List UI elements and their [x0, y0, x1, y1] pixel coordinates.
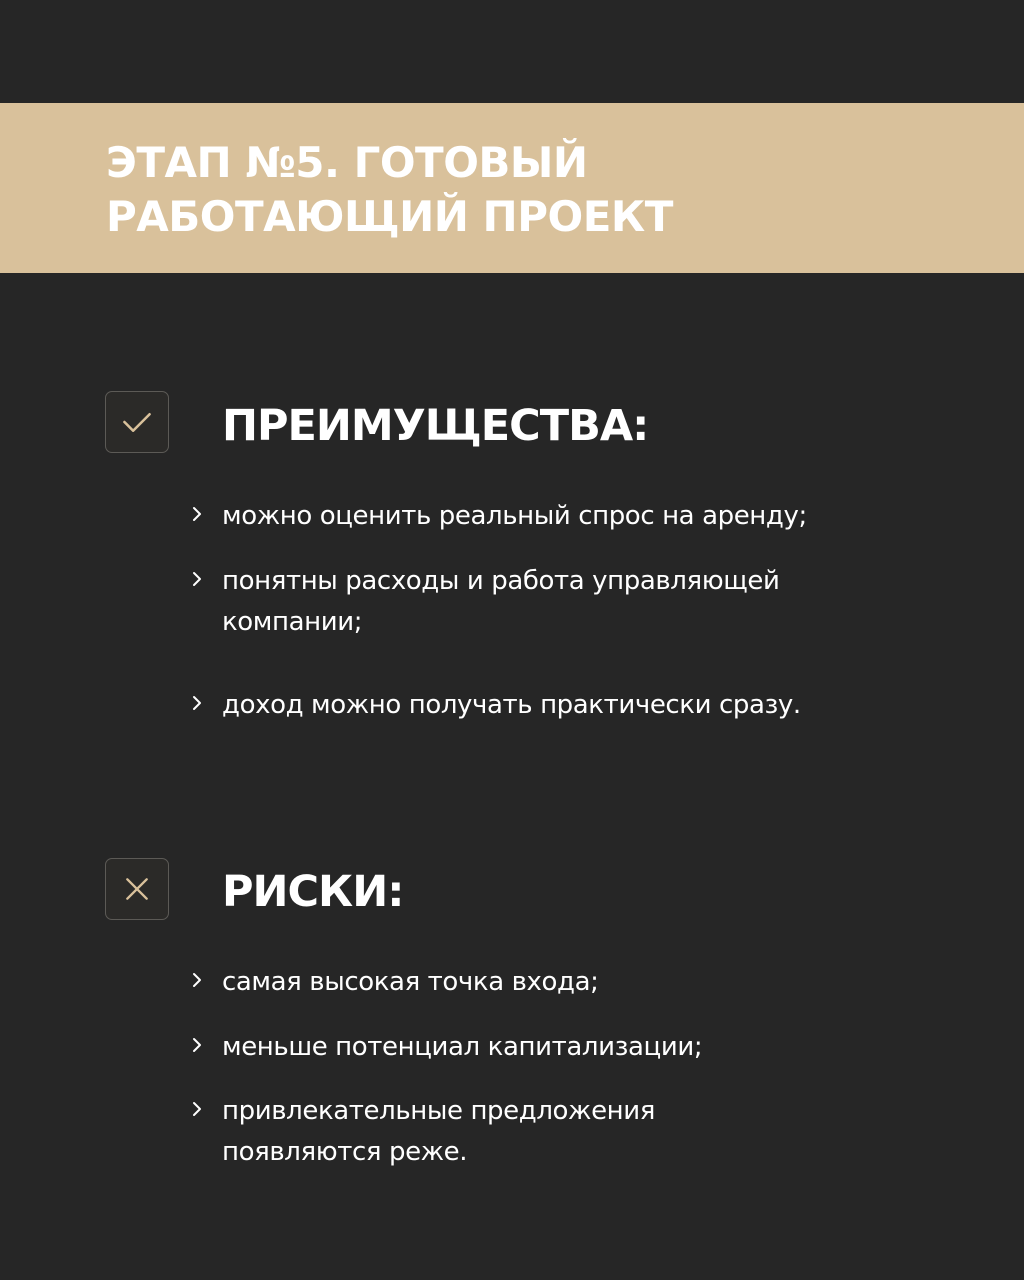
chevron-right-icon [190, 693, 204, 713]
risk-text: самая высокая точка входа; [222, 967, 599, 997]
chevron-right-icon [190, 1035, 204, 1055]
risk-text-continued: появляются реже. [222, 1137, 468, 1167]
risk-text: меньше потенциал капитализации; [222, 1032, 703, 1062]
advantage-text-continued: компании; [222, 607, 363, 637]
risk-text: привлекательные предложения [222, 1096, 656, 1126]
advantage-text: можно оценить реальный спрос на аренду; [222, 501, 807, 531]
page-title-line-1: ЭТАП №5. ГОТОВЫЙ [106, 138, 588, 187]
page-title [106, 136, 966, 244]
chevron-right-icon [190, 970, 204, 990]
risks-heading: РИСКИ: [222, 867, 404, 917]
cross-icon [105, 858, 169, 920]
chevron-right-icon [190, 1099, 204, 1119]
chevron-right-icon [190, 569, 204, 589]
advantage-text: доход можно получать практически сразу. [222, 690, 801, 720]
advantage-text: понятны расходы и работа управляющей [222, 566, 780, 596]
advantages-heading: ПРЕИМУЩЕСТВА: [222, 401, 649, 451]
chevron-right-icon [190, 504, 204, 524]
checkmark-icon [105, 391, 169, 453]
page-title-line-2: РАБОТАЮЩИЙ ПРОЕКТ [106, 192, 673, 241]
